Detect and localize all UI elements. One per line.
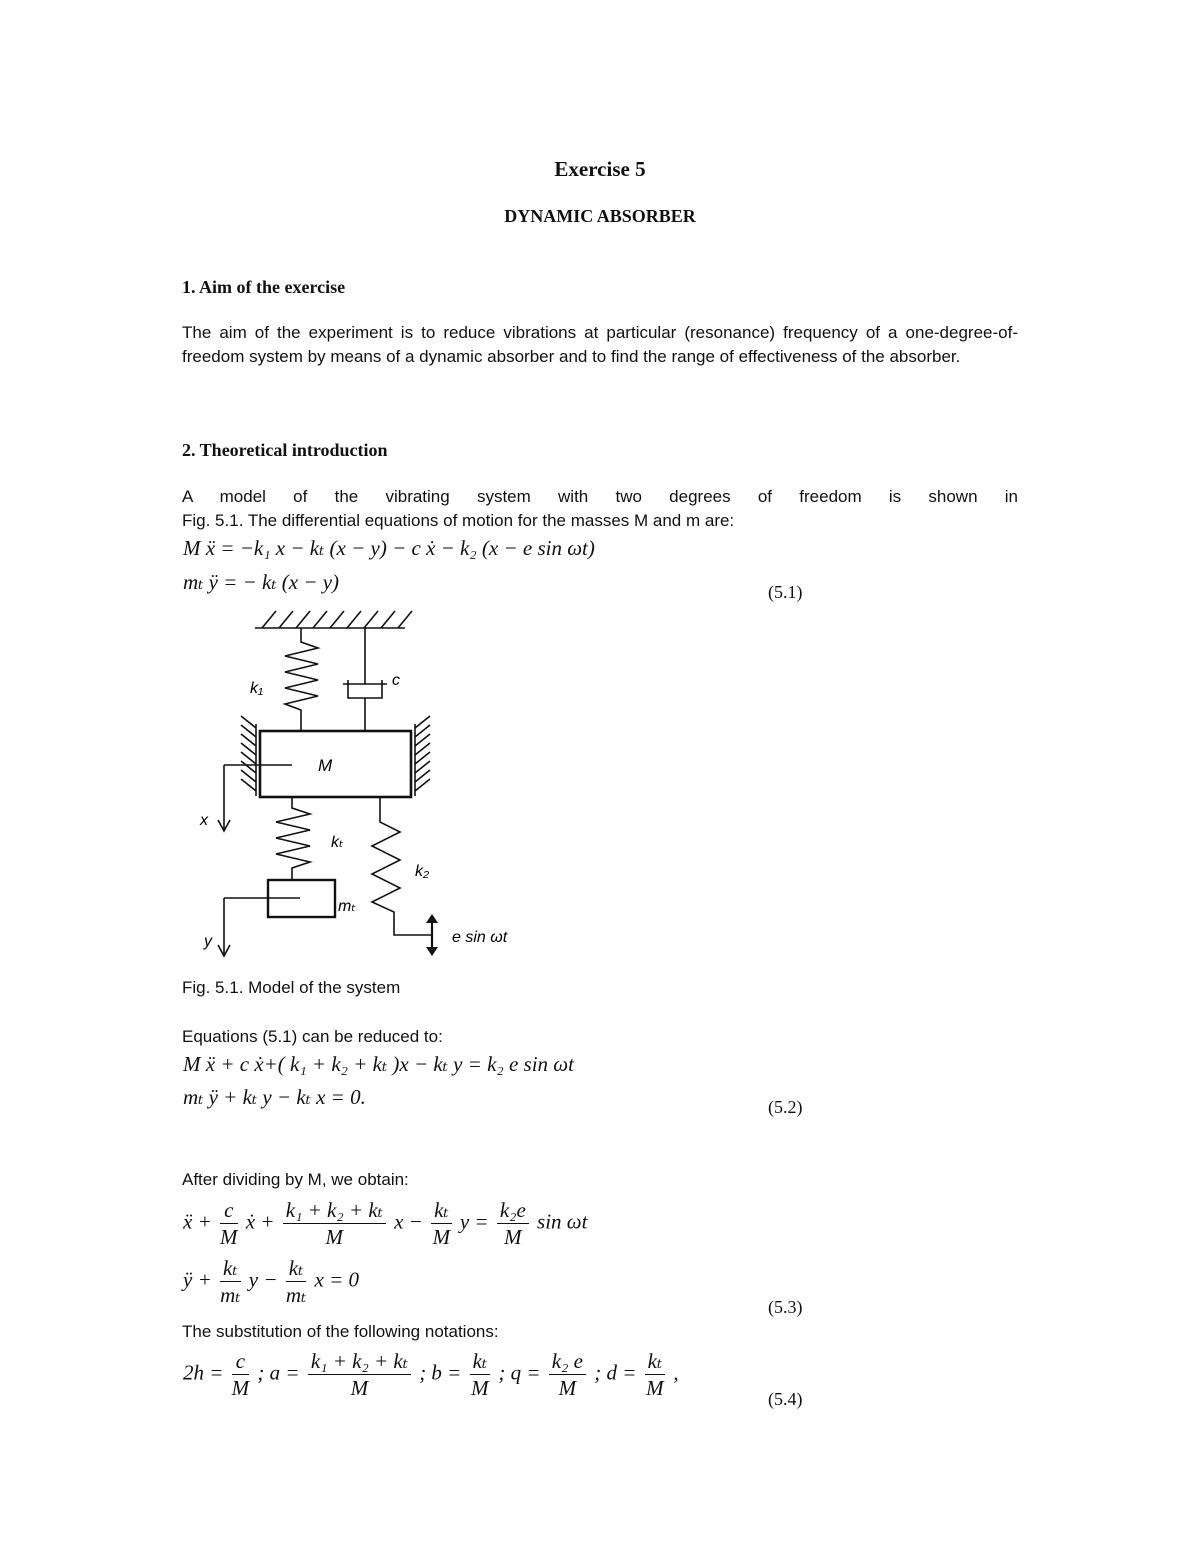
eq53-term: ẍ + — [183, 1209, 212, 1234]
label-c: c — [392, 672, 400, 689]
fraction — [220, 1255, 241, 1308]
reduce-text: Equations (5.1) can be reduced to: — [182, 1027, 443, 1046]
label-x: x — [200, 812, 208, 829]
fraction — [283, 1197, 386, 1250]
spring-kt — [276, 797, 310, 880]
numerator: k₂ e — [549, 1348, 586, 1375]
mass-M-box — [260, 731, 411, 797]
numerator: k₁ + k₂ + kₜ — [283, 1197, 386, 1224]
section-2-heading: 2. Theoretical introduction — [182, 440, 388, 460]
fraction — [470, 1348, 491, 1401]
numerator: c — [232, 1348, 250, 1375]
equation-number-5-3: (5.3) — [768, 1297, 803, 1317]
fraction — [497, 1197, 529, 1250]
eq54-term: ; d = — [594, 1360, 637, 1385]
fraction — [220, 1197, 238, 1250]
label-M: M — [318, 756, 333, 775]
intro-line-1: A model of the vibrating system with two degrees of freedom is shown in — [182, 487, 1018, 506]
denominator: M — [471, 1376, 489, 1400]
eq53-term: y − — [248, 1267, 278, 1292]
equation-5-1-line-2: mₜ ÿ = − kₜ (x − y) — [183, 570, 340, 594]
eq53-term: x − — [394, 1209, 423, 1234]
denominator: M — [220, 1225, 238, 1249]
left-guide-hatch — [241, 716, 256, 791]
equation-5-1-line-1: M ẍ = −k₁ x − kₜ (x − y) − c ẋ − k₂ (x − e sin ωt) — [183, 536, 595, 560]
ceiling-hatch — [262, 611, 412, 628]
eq53-term: x = 0 — [314, 1267, 359, 1292]
equation-number-5-4: (5.4) — [768, 1389, 803, 1409]
system-model-figure — [190, 605, 550, 965]
fraction — [232, 1348, 250, 1401]
eq53-term: sin ωt — [537, 1209, 588, 1234]
denominator: M — [350, 1376, 369, 1400]
label-k1: k₁ — [250, 680, 264, 697]
right-guide-hatch — [415, 716, 430, 791]
denominator: M — [325, 1225, 344, 1249]
eq53-term: ÿ + — [183, 1267, 212, 1292]
exercise-subtitle: DYNAMIC ABSORBER — [504, 206, 696, 226]
equation-number-5-2: (5.2) — [768, 1097, 803, 1117]
equation-5-2-line-1: M ẍ + c ẋ+( k₁ + k₂ + kₜ )x − kₜ y = k₂ e sin ωt — [183, 1052, 574, 1076]
label-k2: k₂ — [415, 863, 430, 880]
equation-number-5-1: (5.1) — [768, 582, 803, 602]
excitation-arrow-down — [426, 947, 438, 956]
fraction — [645, 1348, 666, 1401]
intro-line-2: Fig. 5.1. The differential equations of motion for the masses M and m are: — [182, 511, 735, 530]
label-kt: kₜ — [331, 834, 344, 851]
eq53-term: ẋ + — [245, 1209, 275, 1234]
fraction — [549, 1348, 586, 1401]
equation-5-4 — [183, 1348, 679, 1401]
numerator: kₜ — [286, 1255, 307, 1282]
numerator: k₁ + k₂ + kₜ — [308, 1348, 411, 1375]
numerator: k₂e — [497, 1197, 529, 1224]
label-excitation: e sin ωt — [452, 929, 508, 946]
denominator: M — [432, 1225, 451, 1249]
label-y: y — [204, 933, 212, 950]
spring-k1 — [285, 628, 318, 731]
numerator: kₜ — [645, 1348, 666, 1375]
fraction — [308, 1348, 411, 1401]
damper-c — [343, 628, 387, 731]
eq54-term: ; q = — [498, 1360, 541, 1385]
eq53-term: y = — [459, 1209, 489, 1234]
equation-5-2-line-2: mₜ ÿ + kₜ y − kₜ x = 0. — [183, 1085, 366, 1109]
eq54-term: 2h = — [183, 1360, 224, 1385]
eq54-term: ; a = — [257, 1360, 300, 1385]
fraction — [286, 1255, 307, 1308]
exercise-title: Exercise 5 — [554, 157, 646, 181]
eq54-term: , — [673, 1360, 679, 1385]
divide-text: After dividing by M, we obtain: — [182, 1170, 409, 1189]
equation-5-3-line-2 — [183, 1255, 359, 1308]
section-1-body: The aim of the experiment is to reduce vibrations at particular (resonance) frequency of a one-degree-of-freedom system by means of a dynamic absorber and to find the range of effectiveness of the absorber. — [182, 323, 1018, 366]
fraction — [431, 1197, 452, 1250]
numerator: c — [220, 1197, 238, 1224]
figure-caption: Fig. 5.1. Model of the system — [182, 978, 401, 997]
numerator: kₜ — [431, 1197, 452, 1224]
denominator: M — [231, 1376, 250, 1400]
denominator: mₜ — [285, 1283, 307, 1307]
denominator: M — [504, 1225, 522, 1249]
denominator: M — [558, 1376, 577, 1400]
eq54-term: ; b = — [419, 1360, 462, 1385]
equation-5-3-line-1 — [183, 1197, 587, 1250]
section-1-heading: 1. Aim of the exercise — [182, 277, 346, 297]
label-mt: mₜ — [338, 898, 357, 915]
excitation-arrow-up — [426, 914, 438, 923]
substitution-text: The substitution of the following notations: — [182, 1322, 499, 1341]
denominator: mₜ — [220, 1283, 241, 1307]
numerator: kₜ — [470, 1348, 491, 1375]
numerator: kₜ — [220, 1255, 241, 1282]
denominator: M — [646, 1376, 664, 1400]
